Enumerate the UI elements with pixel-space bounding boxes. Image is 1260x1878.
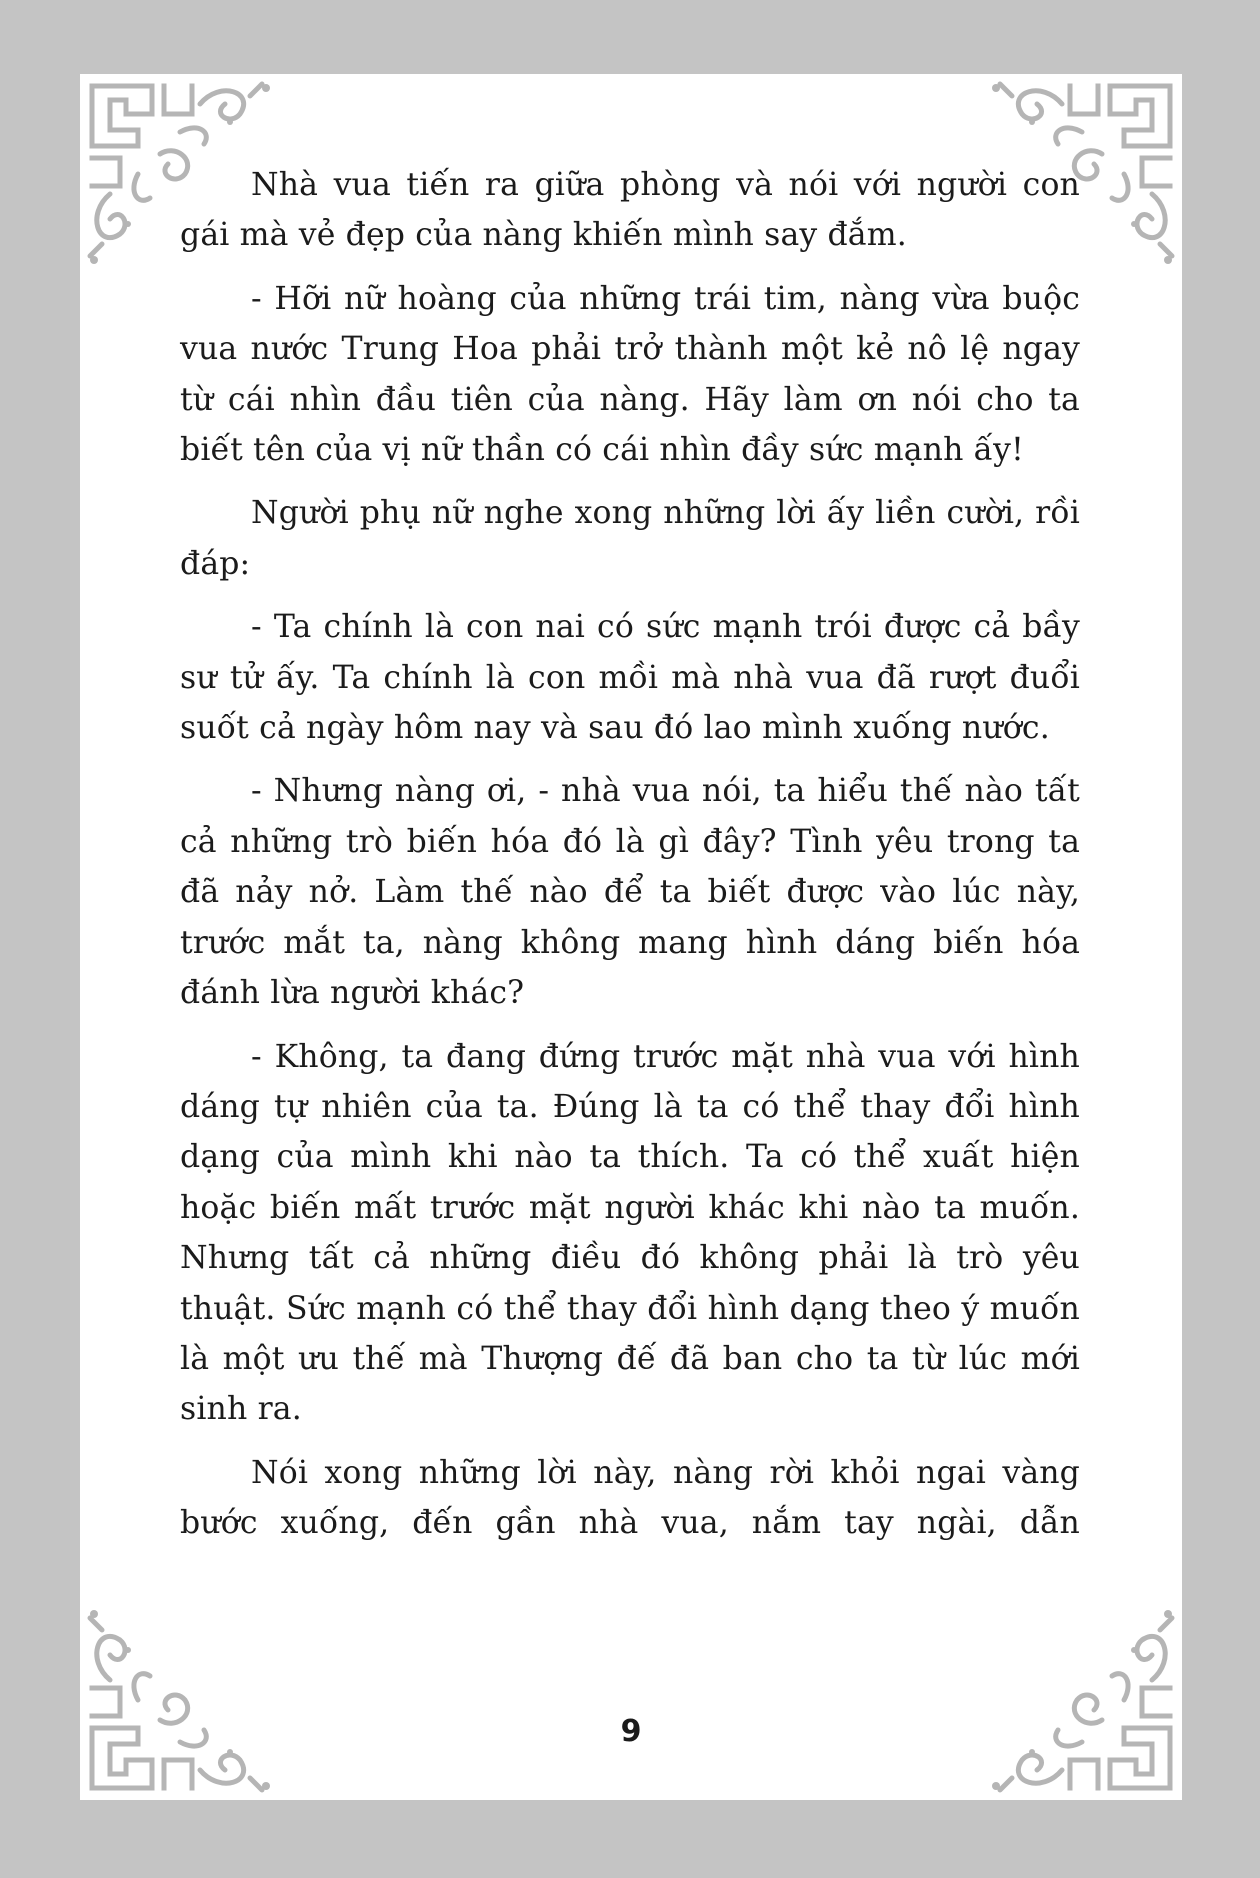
paragraph: - Nhưng nàng ơi, - nhà vua nói, ta hiểu thế nào tất cả những trò biến hóa đó là gì đây? Tình yêu trong ta đã nảy nở. Làm thế nào để ta biết được vào lúc này, trước mắt ta, nàng không mang hình dáng biến hóa đánh lừa người khác? xyxy=(180,773,1080,1012)
paragraph: - Hỡi nữ hoàng của những trái tim, nàng vừa buộc vua nước Trung Hoa phải trở thành một kẻ nô lệ ngay từ cái nhìn đầu tiên của nàng. Hãy làm ơn nói cho ta biết tên của vị nữ thần có cái nhìn đầy sức mạnh ấy! xyxy=(180,280,1080,469)
paragraph: - Không, ta đang đứng trước mặt nhà vua với hình dáng tự nhiên của ta. Đúng là ta có thể thay đổi hình dạng của mình khi nào ta thích. Ta có thể xuất hiện hoặc biến mất trước mặt người khác khi nào ta muốn. Nhưng tất cả những điều đó không phải là trò yêu thuật. Sức mạnh có thể thay đổi hình dạng theo ý muốn là một ưu thế mà Thượng đế đã ban cho ta từ lúc mới sinh ra. xyxy=(180,1038,1080,1428)
corner-ornament-icon xyxy=(982,1600,1182,1800)
book-page xyxy=(80,74,1182,1800)
paragraph: Người phụ nữ nghe xong những lời ấy liền cười, rồi đáp: xyxy=(180,495,1080,582)
page-number: 9 xyxy=(620,1714,642,1749)
paragraph: Nói xong những lời này, nàng rời khỏi ngai vàng bước xuống, đến gần nhà vua, nắm tay ngài, dẫn xyxy=(180,1454,1080,1542)
paragraph: - Ta chính là con nai có sức mạnh trói được cả bầy sư tử ấy. Ta chính là con mồi mà nhà vua đã rượt đuổi suốt cả ngày hôm nay và sau đó lao mình xuống nước. xyxy=(180,609,1080,747)
body-text xyxy=(180,160,1080,1562)
corner-ornament-icon xyxy=(80,1600,280,1800)
paragraph: Nhà vua tiến ra giữa phòng và nói với người con gái mà vẻ đẹp của nàng khiến mình say đắm. xyxy=(180,167,1080,254)
